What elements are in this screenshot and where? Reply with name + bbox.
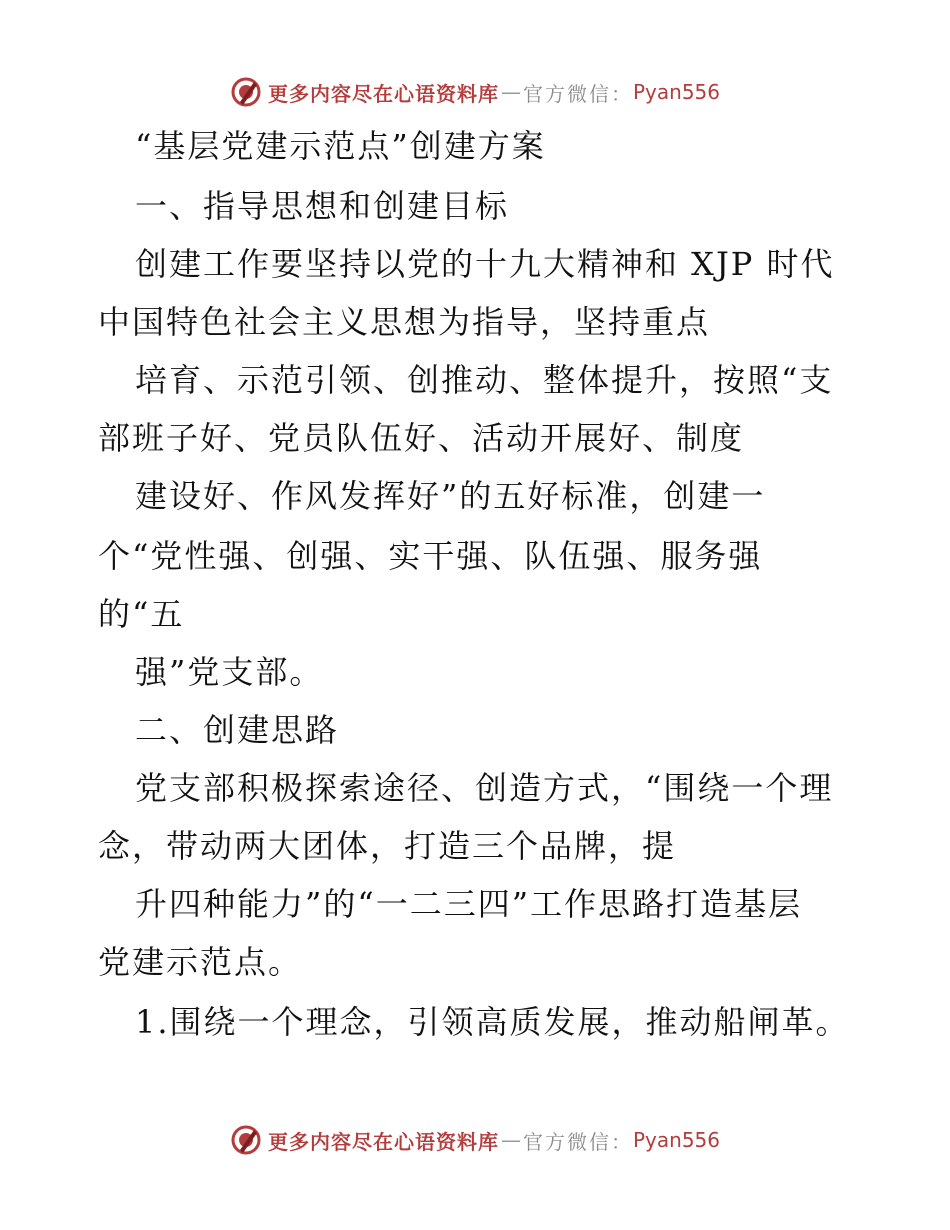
paragraph-line: 中国特色社会主义思想为指导，坚持重点 [98, 303, 711, 341]
paragraph-line: 强”党支部。 [135, 653, 324, 691]
paragraph-line: 党支部积极探索途径、创造方式，“围绕一个理 [135, 769, 834, 807]
footer-watermark [0, 1120, 950, 1160]
document-title: “基层党建示范点”创建方案 [135, 127, 546, 165]
paragraph-line: 的“五 [98, 595, 185, 633]
wechat-label: 官方微信： [522, 1129, 633, 1154]
brand-text: 更多内容尽在心语资料库 [267, 81, 499, 106]
section-heading: 一、指导思想和创建目标 [135, 187, 510, 225]
wechat-id: Pyan556 [632, 1128, 720, 1152]
brand-text: 更多内容尽在心语资料库 [267, 1129, 499, 1154]
paragraph-line: 升四种能力”的“一二三四”工作思路打造基层 [135, 885, 803, 923]
wechat-label: 官方微信： [522, 81, 633, 106]
section-heading: 二、创建思路 [135, 711, 340, 749]
paragraph-line: 1.围绕一个理念，引领高质发展，推动船闸革。 [135, 1003, 850, 1041]
banner-separator: — [500, 80, 521, 104]
paragraph-line: 部班子好、党员队伍好、活动开展好、制度 [98, 419, 745, 457]
banner-separator: — [500, 1128, 521, 1152]
paragraph-line: 培育、示范引领、创推动、整体提升，按照“支 [135, 361, 834, 399]
paragraph-line: 党建示范点。 [98, 943, 303, 981]
pen-logo-icon [230, 1124, 262, 1156]
paragraph-line: 个“党性强、创强、实干强、队伍强、服务强 [98, 537, 763, 575]
paragraph-line: 念，带动两大团体，打造三个品牌，提 [98, 827, 677, 865]
wechat-id: Pyan556 [632, 80, 720, 104]
paragraph-line: 建设好、作风发挥好”的五好标准，创建一 [135, 477, 766, 515]
paragraph-line: 创建工作要坚持以党的十九大精神和 XJP 时代 [135, 245, 835, 283]
